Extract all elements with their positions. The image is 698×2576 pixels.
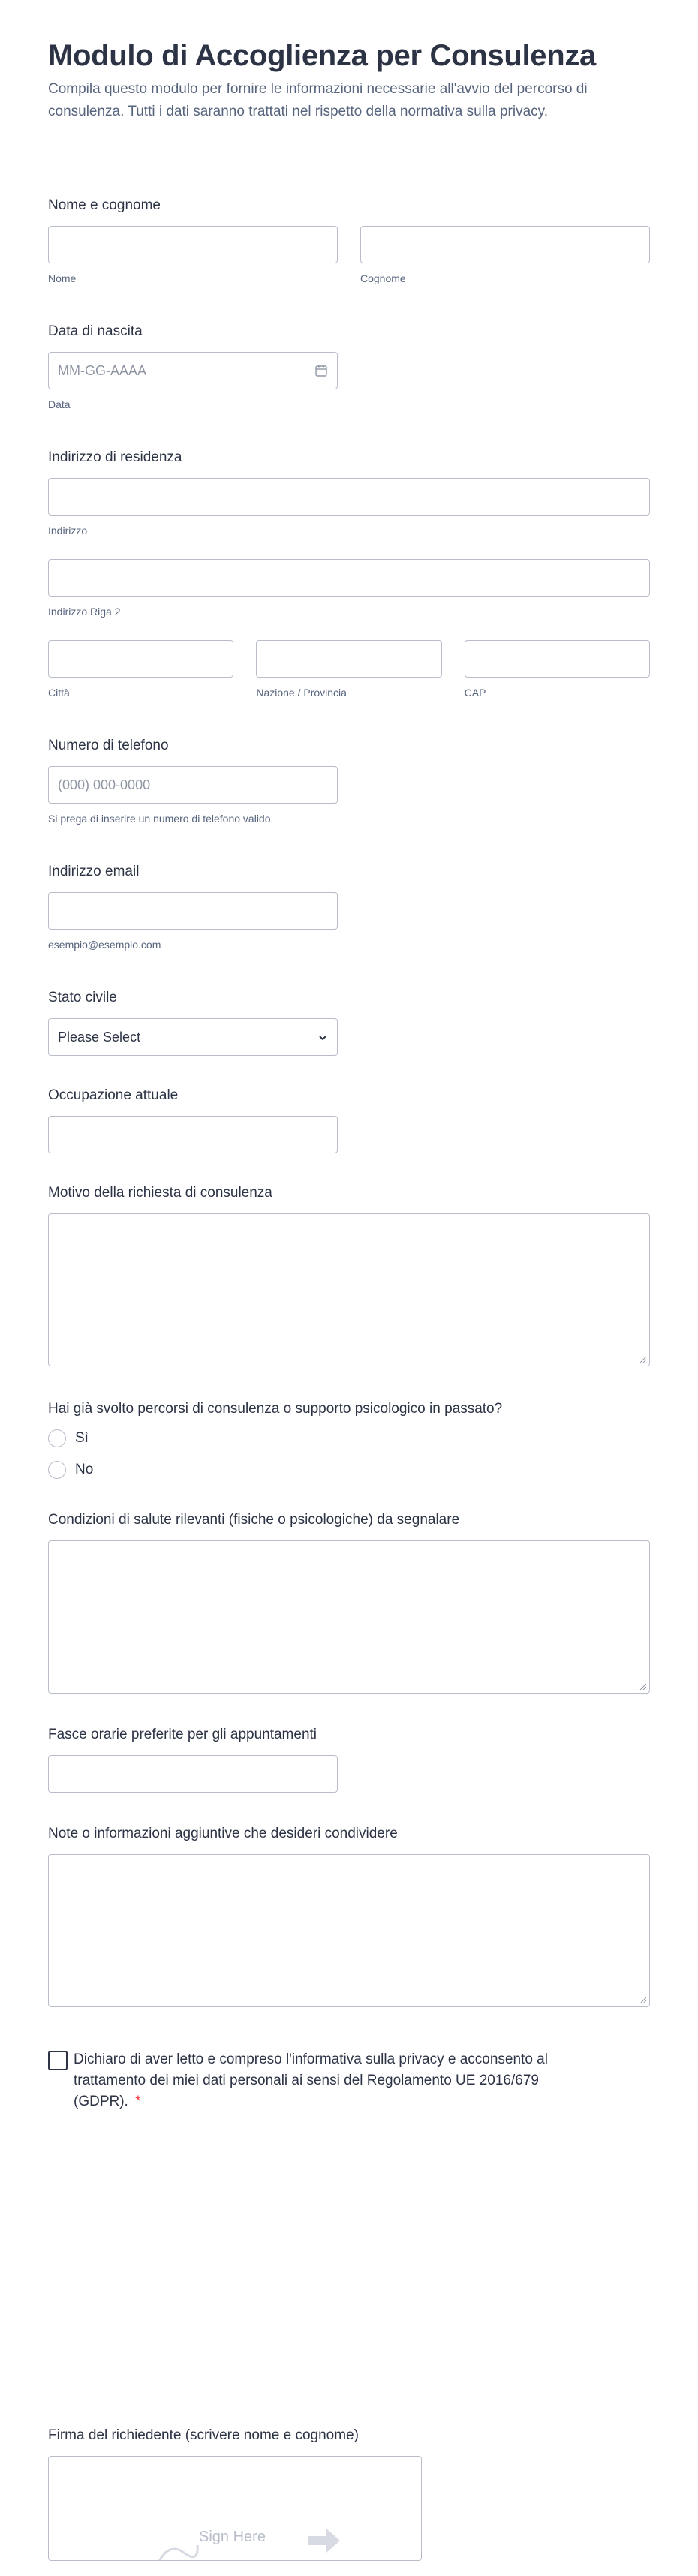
first-name-sublabel: Nome [48, 272, 77, 284]
email-sublabel: esempio@esempio.com [48, 939, 161, 951]
email-field [48, 864, 650, 951]
state-input[interactable] [256, 640, 441, 678]
city-input[interactable] [48, 640, 233, 678]
birth-date-input[interactable] [48, 352, 338, 389]
notes-field [48, 1826, 650, 2007]
address-field [48, 449, 650, 699]
birth-date-field [48, 323, 650, 410]
full-name-label: Nome e cognome [48, 197, 161, 213]
form-header [0, 0, 698, 158]
intake-form [0, 197, 698, 2561]
consent-text-wrap [74, 2049, 573, 2112]
address-label: Indirizzo di residenza [48, 449, 182, 465]
time-slots-label: Fasce orarie preferite per gli appuntamenti [48, 1727, 317, 1742]
radio-label-no: No [75, 1462, 94, 1477]
zip-input[interactable] [465, 640, 650, 678]
health-field [48, 1512, 650, 1694]
occupation-field [48, 1087, 650, 1153]
full-name-field [48, 197, 650, 284]
health-label: Condizioni di salute rilevanti (fisiche o psicologiche) da segnalare [48, 1512, 460, 1528]
birth-date-label: Data di nascita [48, 323, 143, 339]
reason-label: Motivo della richiesta di consulenza [48, 1185, 272, 1201]
last-name-input[interactable] [360, 226, 650, 263]
address-line2-sublabel: Indirizzo Riga 2 [48, 606, 121, 618]
email-input[interactable] [48, 892, 338, 930]
radio-circle[interactable] [48, 1429, 66, 1447]
radio-circle[interactable] [48, 1461, 66, 1479]
marital-status-select[interactable] [48, 1018, 338, 1056]
occupation-input[interactable] [48, 1116, 338, 1153]
consent-text: Dichiaro di aver letto e compreso l'informativa sulla privacy e acconsento al trattamento dei miei dati personali ai sensi del Regolamento UE 2016/679 (GDPR). [74, 2051, 548, 2109]
consent-row[interactable] [48, 2049, 573, 2112]
marital-status-value: Please Select [58, 1029, 141, 1045]
notes-label: Note o informazioni aggiuntive che desideri condividere [48, 1826, 398, 1841]
radio-option-no[interactable] [48, 1461, 650, 1479]
phone-field [48, 738, 650, 825]
resize-handle-icon[interactable] [639, 1996, 646, 2003]
signature-label: Firma del richiedente (scrivere nome e cognome) [48, 2427, 359, 2443]
phone-sublabel: Si prega di inserire un numero di telefono valido. [48, 813, 274, 825]
consent-field [48, 2049, 650, 2112]
radio-option-yes[interactable] [48, 1429, 650, 1447]
phone-placeholder: (000) 000-0000 [58, 777, 151, 792]
time-slots-field [48, 1727, 650, 1793]
radio-label-yes: Sì [75, 1430, 89, 1446]
last-name-sublabel: Cognome [360, 272, 406, 284]
email-label: Indirizzo email [48, 864, 140, 879]
consent-checkbox[interactable] [48, 2051, 68, 2070]
address-line1-sublabel: Indirizzo [48, 525, 88, 537]
sign-here-hint: Sign Here [199, 2529, 266, 2545]
health-textarea[interactable] [48, 1540, 650, 1694]
signature-pad[interactable] [48, 2456, 422, 2561]
first-name-input[interactable] [48, 226, 338, 263]
arrow-right-icon [304, 2526, 341, 2556]
birth-date-placeholder: MM-GG-AAAA [58, 362, 147, 378]
state-sublabel: Nazione / Provincia [256, 687, 347, 699]
signature-field [48, 2427, 650, 2561]
zip-sublabel: CAP [464, 687, 486, 699]
reason-textarea[interactable] [48, 1213, 650, 1366]
chevron-down-icon [317, 1029, 328, 1045]
address-line2-input[interactable] [48, 559, 650, 597]
address-line1-input[interactable] [48, 478, 650, 516]
notes-textarea[interactable] [48, 1854, 650, 2007]
time-slots-input[interactable] [48, 1755, 338, 1793]
form-description: Compila questo modulo per fornire le informazioni necessarie all'avvio del percorso di consulenza. Tutti i dati saranno trattati nel rispetto della normativa sulla privacy. [48, 81, 588, 119]
resize-handle-icon[interactable] [639, 1355, 646, 1363]
previous-counseling-label: Hai già svolto percorsi di consulenza o supporto psicologico in passato? [48, 1401, 503, 1417]
phone-input[interactable] [48, 766, 338, 804]
signature-curve-icon [154, 2538, 199, 2561]
required-asterisk: * [135, 2094, 141, 2109]
birth-date-sublabel: Data [48, 398, 71, 410]
city-sublabel: Città [48, 687, 70, 699]
marital-status-label: Stato civile [48, 990, 117, 1005]
previous-counseling-field [48, 1401, 650, 1479]
occupation-label: Occupazione attuale [48, 1087, 179, 1103]
calendar-icon[interactable] [314, 364, 328, 377]
phone-label: Numero di telefono [48, 738, 169, 753]
resize-handle-icon[interactable] [639, 1682, 646, 1690]
marital-status-field [48, 990, 650, 1056]
page-title: Modulo di Accoglienza per Consulenza [48, 39, 597, 72]
reason-field [48, 1185, 650, 1366]
